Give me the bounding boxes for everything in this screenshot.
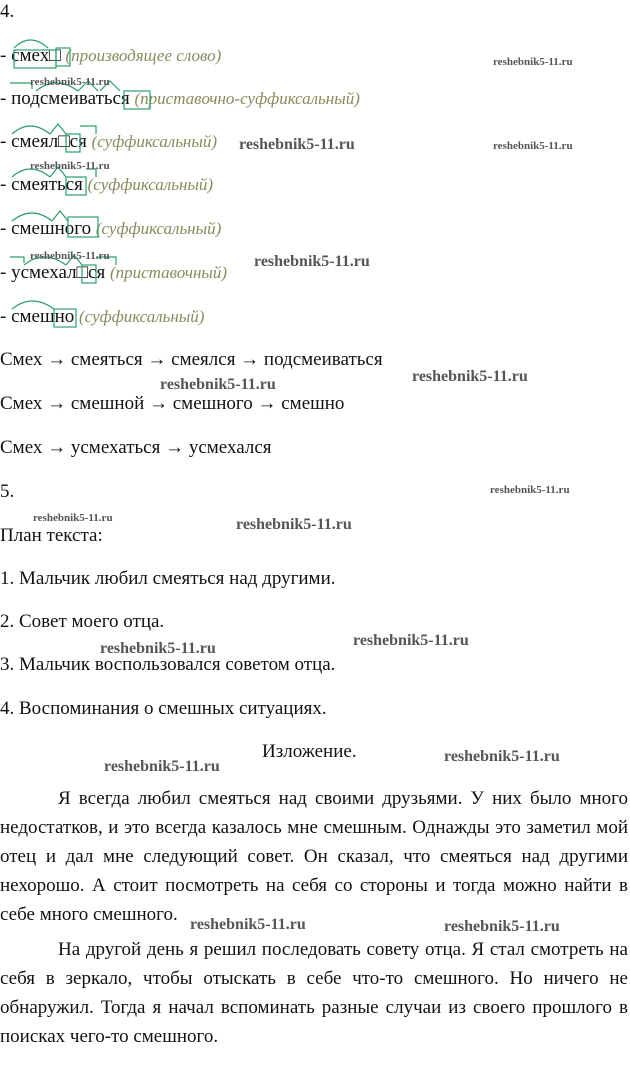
word-note: (приставочно-суффиксальный) [134,89,360,108]
watermark: reshebnik5-11.ru [30,250,110,262]
analyzed-word: - усмехал□ся [0,261,105,285]
word-note: (суффиксальный) [91,132,218,151]
watermark: reshebnik5-11.ru [30,160,110,172]
word-analysis-row [0,173,213,197]
watermark: reshebnik5-11.ru [30,76,110,88]
word-analysis-row [0,87,360,111]
derivation-chain: Смех → усмехаться → усмехался [0,437,272,458]
section-4-number: 4. [0,1,15,22]
watermark: reshebnik5-11.ru [353,632,469,649]
word-note: (суффиксальный) [87,175,214,194]
derivation-chain: Смех → смеяться → смеялся → подсмеиваться [0,349,383,370]
essay-paragraph: На другой день я решил последовать совету отца. Я стал смотреть на себя в зеркало, чтобы отыскать в себе что-то смешного. Но ничего не обнаружил. Тогда я начал вспоминать разные случаи из своего прошлого в поисках чего-то смешного. [0,939,628,1047]
word-analysis-row [0,305,204,329]
plan-item: 2. Совет моего отца. [0,611,165,632]
word-note: (суффиксальный) [95,219,222,238]
plan-item: 4. Воспоминания о смешных ситуациях. [0,698,327,719]
section-5-number: 5. [0,481,15,502]
watermark: reshebnik5-11.ru [239,136,355,153]
watermark: reshebnik5-11.ru [104,758,220,775]
analyzed-word: - смешного [0,217,91,241]
plan-title: План текста: [0,525,103,546]
watermark: reshebnik5-11.ru [160,376,276,393]
watermark: reshebnik5-11.ru [493,56,573,68]
watermark: reshebnik5-11.ru [444,748,560,765]
watermark: reshebnik5-11.ru [33,512,113,524]
word-analysis-row [0,261,227,285]
essay-paragraph: Я всегда любил смеяться над своими друзьями. У них было много недостатков, и это всегда казалось мне смешным. Однажды это заметил мой отец и дал мне следующий совет. Он сказал, что смеяться над другими нехорошо. А стоит посмотреть на себя со стороны и тогда можно найти в себе много смешного. [0,788,628,925]
watermark: reshebnik5-11.ru [254,253,370,270]
plan-item: 1. Мальчик любил смеяться над другими. [0,568,336,589]
watermark: reshebnik5-11.ru [412,368,528,385]
watermark: reshebnik5-11.ru [493,140,573,152]
watermark: reshebnik5-11.ru [236,516,352,533]
analyzed-word: - смеял□ся [0,130,87,154]
word-analysis-row [0,217,221,241]
watermark: reshebnik5-11.ru [444,918,560,935]
word-note: (производящее слово) [65,46,222,65]
word-analysis-row [0,44,221,68]
plan-item: 3. Мальчик воспользовался советом отца. [0,654,336,675]
watermark: reshebnik5-11.ru [490,484,570,496]
word-note: (приставочный) [109,263,228,282]
watermark: reshebnik5-11.ru [100,640,216,657]
analyzed-word: - смеяться [0,173,83,197]
watermark: reshebnik5-11.ru [190,916,306,933]
derivation-chain: Смех → смешной → смешного → смешно [0,393,345,414]
word-note: (суффиксальный) [79,307,205,326]
word-analysis-row [0,130,217,154]
analyzed-word: - подсмеиваться [0,87,130,111]
essay-title: Изложение. [262,741,357,762]
analyzed-word: - смешно [0,305,74,329]
analyzed-word: - смех□ [0,44,61,68]
